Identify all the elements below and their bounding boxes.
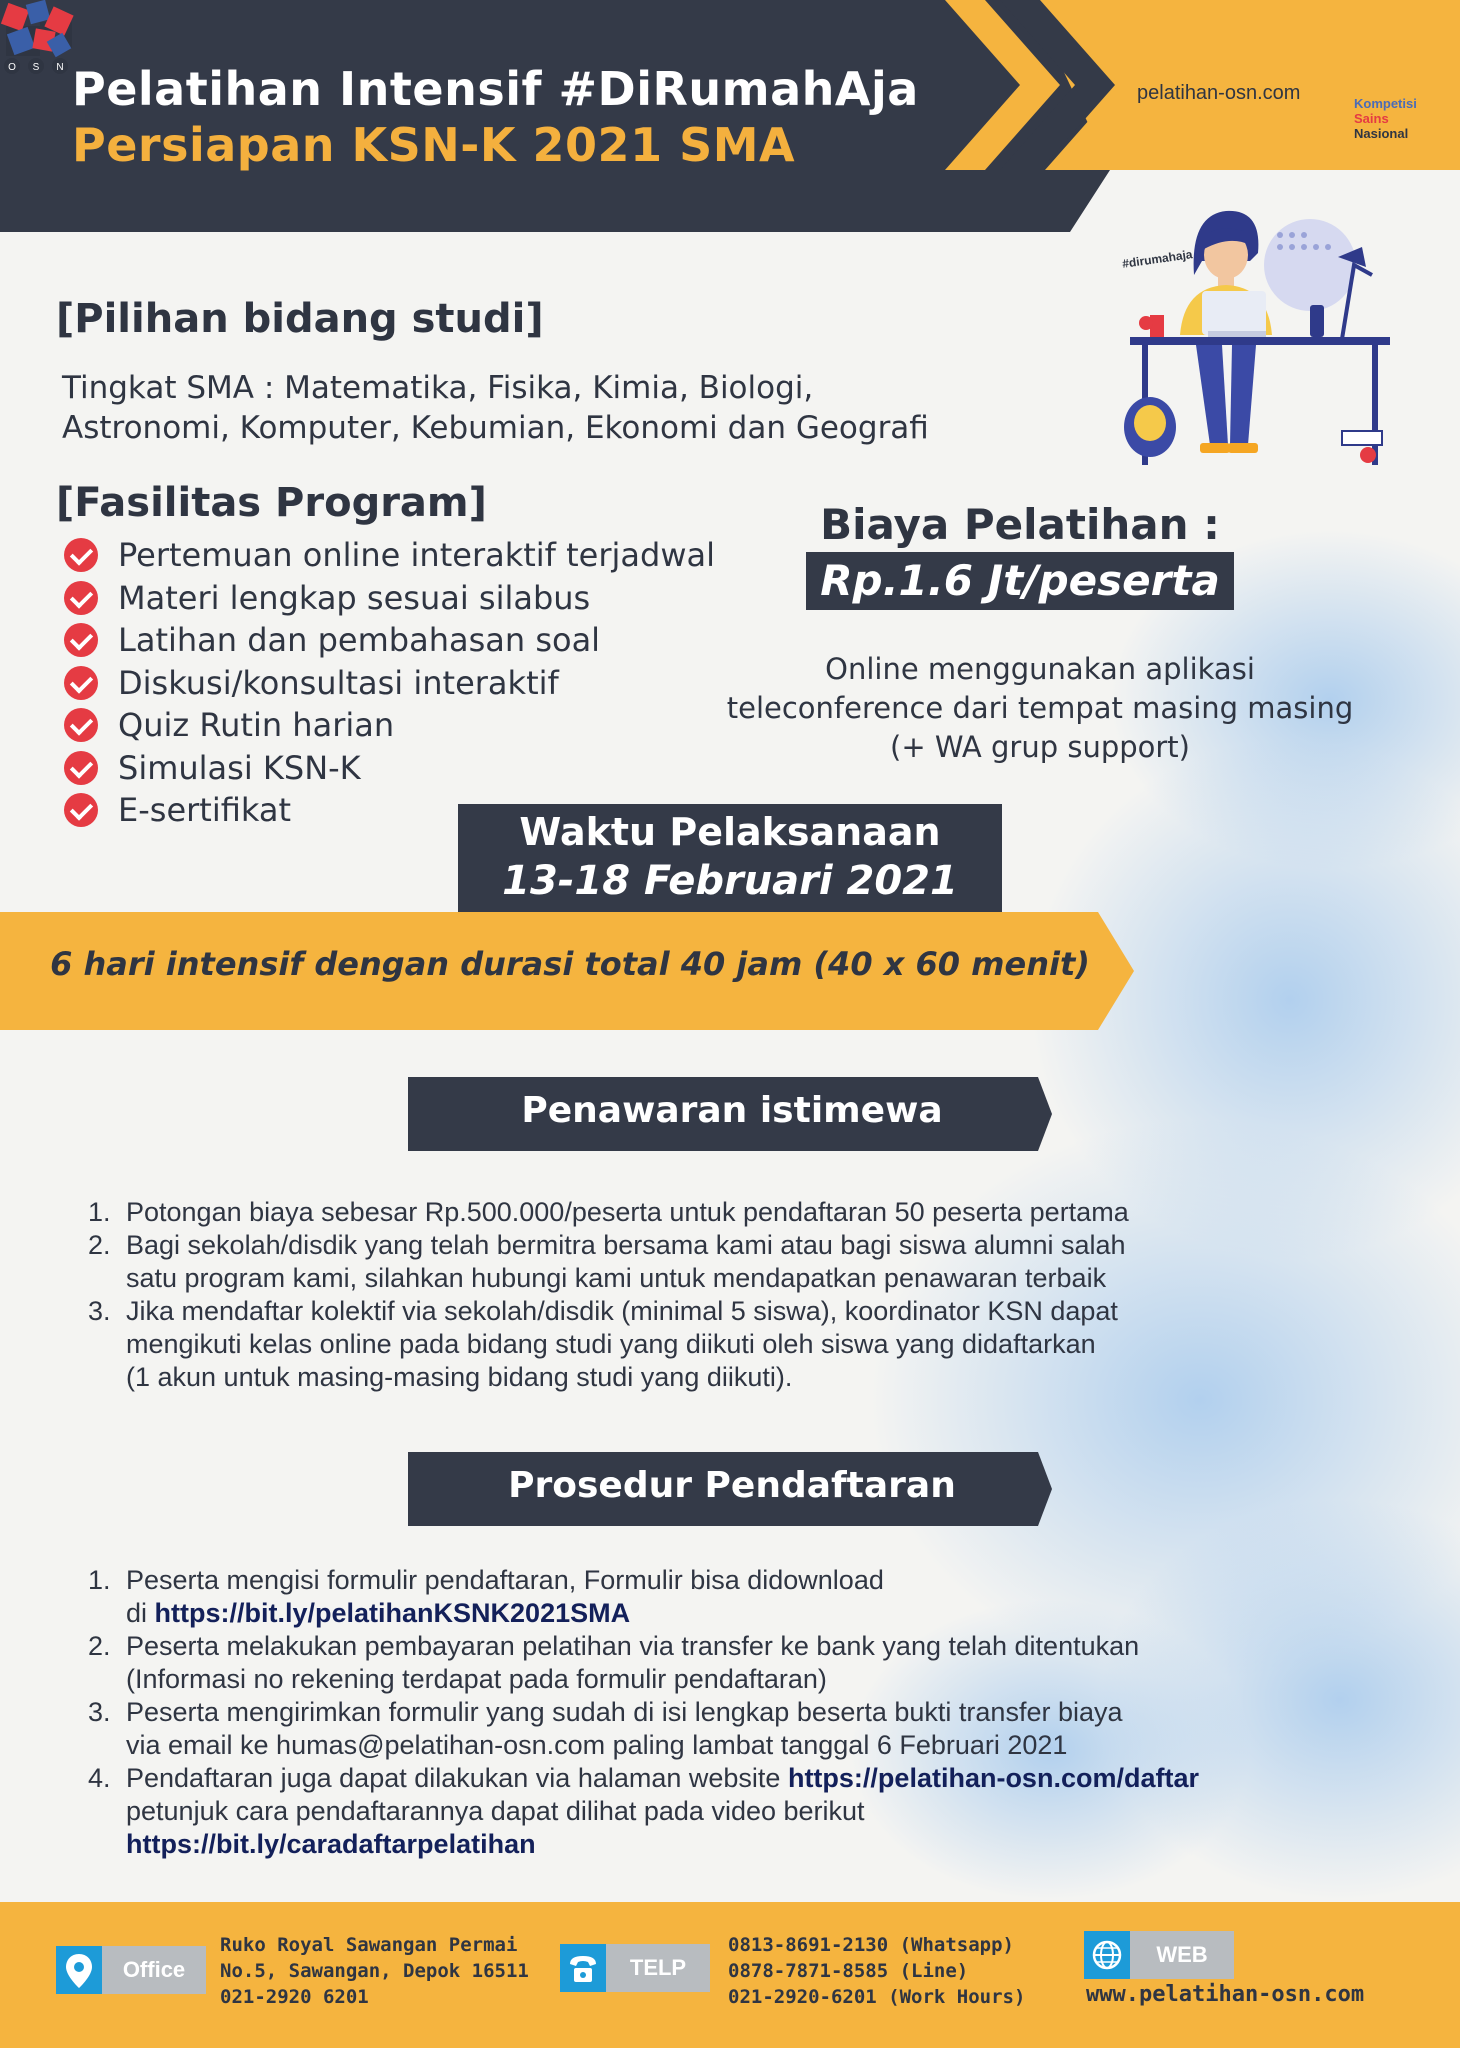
web-label: WEB [1130,1931,1234,1979]
bidang-line: Astronomi, Komputer, Kebumian, Ekonomi dan Geografi [62,410,929,446]
header-site-label: pelatihan-osn.com [1137,82,1301,104]
list-item: Simulasi KSN-K [64,747,715,790]
check-icon [64,793,98,827]
waktu-date: 13-18 Februari 2021 [502,858,958,904]
list-number: 3. [88,1697,111,1727]
list-item: Latihan dan pembahasan soal [64,619,715,662]
list-item: 2. Bagi sekolah/disdik yang telah bermitra bersama kami atau bagi siswa alumni salah satu program kami, silahkan hubungi kami untuk mendapatkan penawaran terbaik [88,1230,1126,1293]
fasilitas-list [64,534,715,832]
list-number: 3. [88,1296,111,1326]
fasilitas-heading: [Fasilitas Program] [56,480,487,526]
online-note-line: teleconference dari tempat masing masing [726,691,1354,725]
osn-letter: O [8,62,16,73]
online-note-line: (+ WA grup support) [890,730,1190,764]
list-number: 2. [88,1631,111,1661]
web-url[interactable]: www.pelatihan-osn.com [1086,1982,1365,2007]
video-link[interactable]: https://bit.ly/caradaftarpelatihan [126,1829,536,1859]
ksn-logo-line: Nasional [1354,126,1409,141]
illustration-hashtag: #dirumahaja [1121,247,1194,271]
telp-numbers: 0813-8691-2130 (Whatsapp) 0878-7871-8585 (Line) 021-2920-6201 (Work Hours) [728,1934,1026,2008]
web-badge [1084,1931,1234,1979]
bidang-line: Tingkat SMA : Matematika, Fisika, Kimia, Biologi, [62,370,814,406]
ksn-logo-line: Kompetisi [1354,96,1417,111]
list-item: Materi lengkap sesuai silabus [64,577,715,620]
list-number: 2. [88,1230,111,1260]
title-line-2: Persiapan KSN-K 2021 SMA [72,118,796,172]
check-icon [64,623,98,657]
list-item: E-sertifikat [64,789,715,832]
header-banner [0,0,1460,232]
biaya-label: Biaya Pelatihan : [820,500,1220,549]
list-number: 1. [88,1565,111,1595]
check-icon [64,666,98,700]
osn-letter: N [56,62,64,73]
list-number: 1. [88,1197,111,1227]
list-item: 4. Pendaftaran juga dapat dilakukan via halaman website https://pelatihan-osn.com/daftar petunjuk cara pendaftarannya dapat dilihat pada video berikut https://bit.ly/caradaftarpelatihan [88,1763,1199,1859]
check-icon [64,708,98,742]
penawaran-heading: Penawaran istimewa [521,1090,943,1131]
telp-badge [560,1944,710,1992]
formulir-link[interactable]: https://bit.ly/pelatihanKSNK2021SMA [154,1598,631,1628]
check-icon [64,751,98,785]
osn-letter: S [32,62,40,73]
bidang-heading: [Pilihan bidang studi] [56,296,544,342]
list-item: Quiz Rutin harian [64,704,715,747]
student-at-desk-illustration [1110,205,1400,475]
telp-label: TELP [606,1944,710,1992]
prosedur-list [88,1564,1199,1861]
penawaran-list [88,1196,1129,1394]
check-icon [64,538,98,572]
bidang-text [62,368,929,448]
list-item: 3. Jika mendaftar kolektif via sekolah/disdik (minimal 5 siswa), koordinator KSN dapat mengikuti kelas online pada bidang studi yang diikuti oleh siswa yang didaftarkan (1 akun untuk masing-masing bidang studi yang diikuti). [88,1296,1118,1392]
office-label: Office [102,1946,206,1994]
biaya-value: Rp.1.6 Jt/peserta [820,556,1220,605]
title-line-1: Pelatihan Intensif #DiRumahAja [72,62,919,116]
online-note-line: Online menggunakan aplikasi [825,652,1255,686]
globe-icon [1084,1931,1130,1979]
list-item: Diskusi/konsultasi interaktif [64,662,715,705]
daftar-link[interactable]: https://pelatihan-osn.com/daftar [787,1763,1199,1793]
location-pin-icon [56,1946,102,1994]
ksn-logo-line: Sains [1354,111,1389,126]
list-item: 3. Peserta mengirimkan formulir yang sudah di isi lengkap beserta bukti transfer biaya via email ke humas@pelatihan-osn.com paling lambat tanggal 6 Februari 2021 [88,1697,1123,1760]
list-item: 1. Peserta mengisi formulir pendaftaran, Formulir bisa didownload di https://bit.ly/pelatihanKSNK2021SMA [88,1565,884,1628]
waktu-label: Waktu Pelaksanaan [519,810,941,854]
durasi-text: 6 hari intensif dengan durasi total 40 jam (40 x 60 menit) [50,945,1090,983]
check-icon [64,581,98,615]
list-item: Pertemuan online interaktif terjadwal [64,534,715,577]
office-badge [56,1946,206,1994]
list-item: 2. Peserta melakukan pembayaran pelatihan via transfer ke bank yang telah ditentukan (Informasi no rekening terdapat pada formulir pendaftaran) [88,1631,1140,1694]
list-number: 4. [88,1763,111,1793]
phone-icon [560,1944,606,1992]
ksn-logo-icon [0,0,74,118]
online-note [700,650,1380,767]
prosedur-heading: Prosedur Pendaftaran [508,1465,956,1506]
office-address: Ruko Royal Sawangan Permai No.5, Sawangan, Depok 16511 021-2920 6201 [220,1934,529,2008]
list-item: 1. Potongan biaya sebesar Rp.500.000/peserta untuk pendaftaran 50 peserta pertama [88,1197,1129,1227]
